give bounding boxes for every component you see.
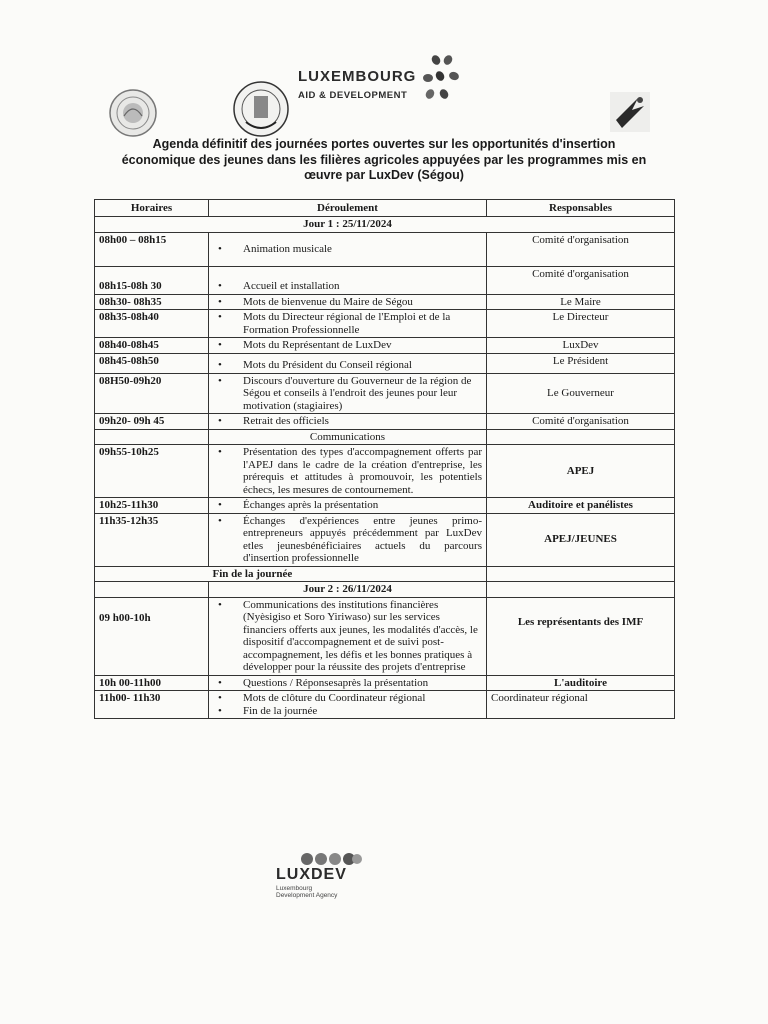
- row-responsible: Comité d'organisation: [487, 232, 675, 266]
- fin-row: [95, 566, 675, 582]
- table-row: [95, 310, 675, 338]
- row-activity: [209, 691, 487, 719]
- list-item: • Communications des institutions financières (Nyèsigiso et Soro Yiriwaso) sur les services financiers offerts aux jeunes, les modalités d'accès, le dispositif d'accompagnement et de suivi post-accompagnement, les défis et les bonnes pratiques à développer pour la réussite des projets d'entreprise: [243, 599, 482, 674]
- communications-label: Communications: [209, 429, 487, 445]
- list-item: • Présentation des types d'accompagnement offerts par l'APEJ dans le cadre de la création d'entreprise, les prérequis et attitudes à promouvoir, les potentiels échecs, les mesures de contournement.: [243, 446, 482, 496]
- table-header-row: [95, 200, 675, 217]
- list-item: • Fin de la journée: [243, 705, 482, 718]
- row-time: 09 h00-10h: [95, 597, 209, 675]
- row-activity: [209, 597, 487, 675]
- title-line-1: Agenda définitif des journées portes ouvertes sur les opportunités d'insertion: [152, 137, 616, 151]
- row-responsible: LuxDev: [487, 338, 675, 354]
- row-activity: [209, 294, 487, 310]
- row-time: 08h30- 08h35: [95, 294, 209, 310]
- row-time: 08h15-08h 30: [95, 266, 209, 294]
- row-activity: [209, 310, 487, 338]
- row-activity: [209, 232, 487, 266]
- header-responsables: Responsables: [487, 200, 675, 217]
- luxembourg-aid-logo: [298, 52, 468, 108]
- row-time: 11h35-12h35: [95, 513, 209, 566]
- row-activity: [209, 513, 487, 566]
- row-responsible: Comité d'organisation: [487, 266, 675, 294]
- row-time: 08h00 – 08h15: [95, 232, 209, 266]
- row-responsible: Le Maire: [487, 294, 675, 310]
- list-item: • Mots de clôture du Coordinateur régional: [243, 692, 482, 705]
- list-item: • Discours d'ouverture du Gouverneur de la région de Ségou et conseils à l'endroit des jeunes pour leur motivation (stagiaires): [243, 375, 482, 413]
- footer-sub-line-1: Luxembourg: [276, 885, 313, 892]
- list-item: • Mots du Représentant de LuxDev: [243, 339, 482, 352]
- row-time: 08h45-08h50: [95, 353, 209, 373]
- table-row: [95, 373, 675, 414]
- list-item: • Mots de bienvenue du Maire de Ségou: [243, 296, 482, 309]
- communications-row: [95, 429, 675, 445]
- table-row: [95, 232, 675, 266]
- row-responsible: Auditoire et panélistes: [487, 498, 675, 514]
- row-activity: [209, 338, 487, 354]
- row-activity: [209, 353, 487, 373]
- fin-label: Fin de la journée: [209, 566, 487, 582]
- region-segou-seal-logo: [232, 80, 290, 138]
- title-line-3: œuvre par LuxDev (Ségou): [304, 168, 464, 182]
- table-row: [95, 266, 675, 294]
- table-row: [95, 691, 675, 719]
- lux-dots-icon: [412, 54, 464, 106]
- day1-row: [95, 217, 675, 233]
- title-line-2: économique des jeunes dans les filières agricoles appuyées par les programmes mis en: [121, 152, 647, 167]
- partner-seal-logo: [108, 88, 158, 138]
- luxdev-dots-icon: [300, 852, 380, 866]
- luxdev-footer-sub: [276, 885, 337, 899]
- row-time: 09h55-10h25: [95, 445, 209, 498]
- list-item: • Animation musicale: [243, 243, 482, 256]
- row-time: 08h35-08h40: [95, 310, 209, 338]
- header-horaires: Horaires: [95, 200, 209, 217]
- table-row: [95, 498, 675, 514]
- table-row: [95, 445, 675, 498]
- table-row: [95, 294, 675, 310]
- row-responsible: Les représentants des IMF: [487, 597, 675, 675]
- day1-label: Jour 1 : 25/11/2024: [209, 217, 487, 233]
- day2-label: Jour 2 : 26/11/2024: [209, 582, 487, 598]
- row-responsible: L'auditoire: [487, 675, 675, 691]
- list-item: • Échanges d'expériences entre jeunes primo-entrepreneurs appuyés précédemment par LuxDev etles jeunesbénéficiaires actuels du parcours d'insertion professionnelle: [243, 515, 482, 565]
- row-time: 08H50-09h20: [95, 373, 209, 414]
- header-logos: [0, 0, 768, 140]
- day2-row: [95, 582, 675, 598]
- list-item: • Mots du Directeur régional de l'Emploi et de la Formation Professionnelle: [243, 311, 482, 336]
- row-activity: [209, 373, 487, 414]
- row-responsible: Comité d'organisation: [487, 414, 675, 430]
- lux-logo-sub: AID & DEVELOPMENT: [298, 90, 408, 101]
- agenda-table: [94, 199, 675, 719]
- table-row: [95, 675, 675, 691]
- table-row: [95, 353, 675, 373]
- row-time: 08h40-08h45: [95, 338, 209, 354]
- row-responsible: APEJ: [487, 445, 675, 498]
- luxdev-footer-logo: [274, 852, 394, 902]
- row-time: 10h 00-11h00: [95, 675, 209, 691]
- table-row: [95, 513, 675, 566]
- row-responsible: Le Gouverneur: [487, 373, 675, 414]
- apej-logo: [608, 90, 652, 134]
- row-activity: [209, 498, 487, 514]
- list-item: • Questions / Réponsesaprès la présentation: [243, 677, 482, 690]
- table-row: [95, 338, 675, 354]
- row-responsible: Le Président: [487, 353, 675, 373]
- table-row: [95, 597, 675, 675]
- footer-sub-line-2: Development Agency: [276, 892, 338, 899]
- row-responsible: Le Directeur: [487, 310, 675, 338]
- row-time: 09h20- 09h 45: [95, 414, 209, 430]
- list-item: • Accueil et installation: [243, 280, 482, 293]
- row-time: 10h25-11h30: [95, 498, 209, 514]
- header-deroulement: Déroulement: [209, 200, 487, 217]
- row-time: 11h00- 11h30: [95, 691, 209, 719]
- row-activity: [209, 266, 487, 294]
- row-responsible: APEJ/JEUNES: [487, 513, 675, 566]
- table-row: [95, 414, 675, 430]
- document-title: [94, 137, 674, 184]
- list-item: • Mots du Président du Conseil régional: [243, 359, 482, 372]
- list-item: • Échanges après la présentation: [243, 499, 482, 512]
- list-item: • Retrait des officiels: [243, 415, 482, 428]
- luxdev-footer-name: LUXDEV: [276, 866, 347, 883]
- row-activity: [209, 445, 487, 498]
- lux-logo-name: LUXEMBOURG: [298, 68, 417, 85]
- row-activity: [209, 414, 487, 430]
- row-responsible: Coordinateur régional: [487, 691, 675, 719]
- row-activity: [209, 675, 487, 691]
